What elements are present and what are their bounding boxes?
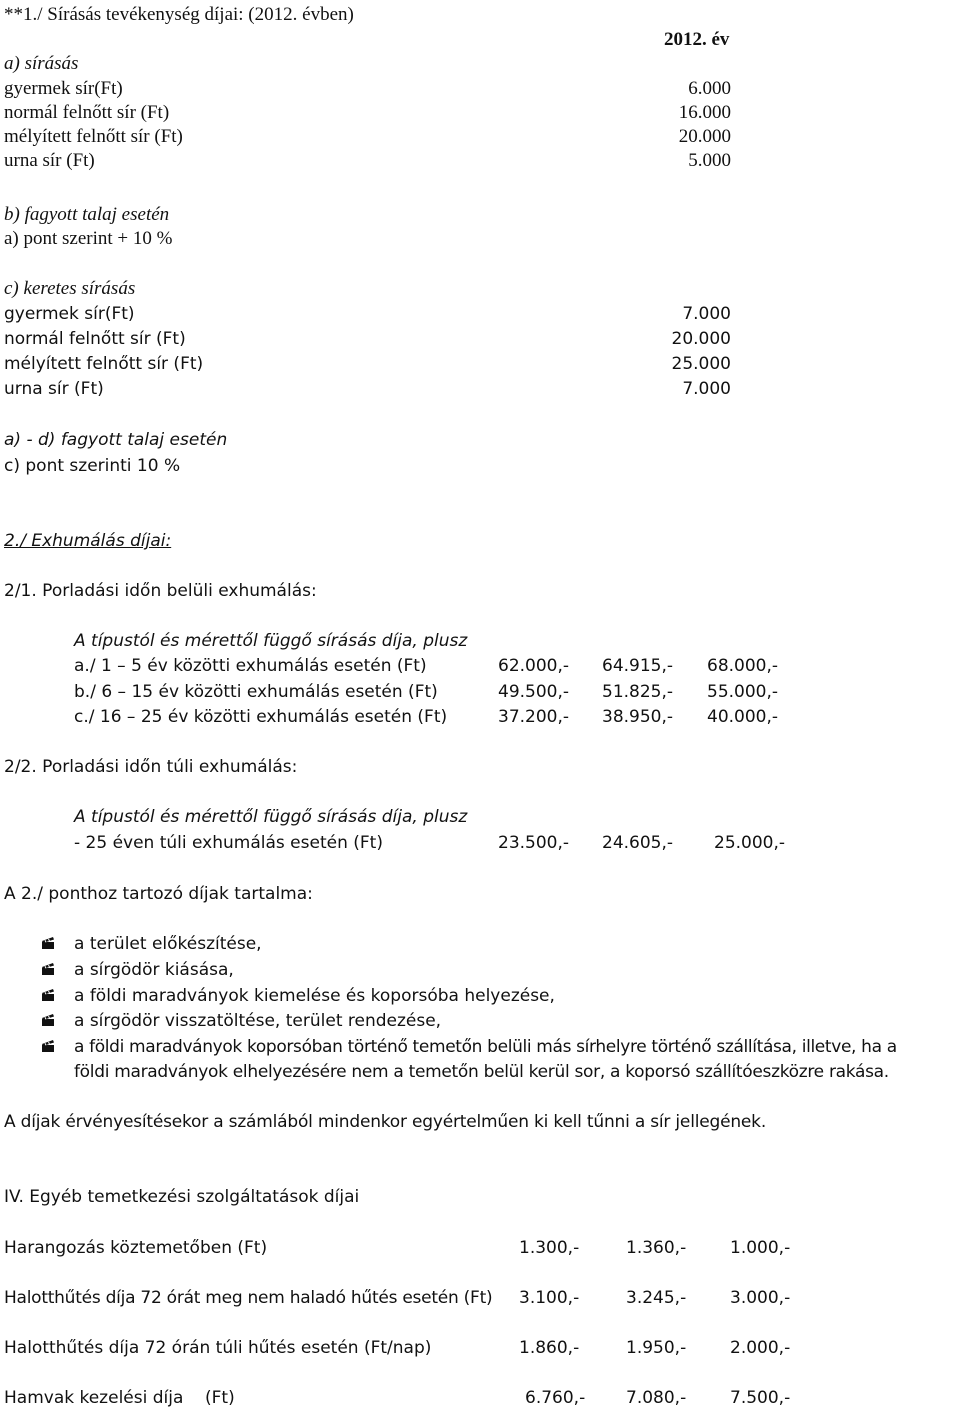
service-row-value: 1.360,- xyxy=(626,1238,687,1258)
d-heading: a) - d) fagyott talaj esetén xyxy=(4,430,228,450)
c-row-label: gyermek sír(Ft) xyxy=(4,304,135,324)
clapperboard-icon xyxy=(41,1013,55,1027)
b-note: a) pont szerint + 10 % xyxy=(4,228,173,249)
a-row-label: mélyített felnőtt sír (Ft) xyxy=(4,126,183,147)
a-row-label: normál felnőtt sír (Ft) xyxy=(4,102,170,123)
exhumation-row-value: 51.825,- xyxy=(602,682,674,702)
a-row-value: 6.000 xyxy=(688,78,731,99)
service-row-label: Halotthűtés díja 72 órát meg nem haladó hűtés esetén (Ft) xyxy=(4,1288,493,1308)
service-row-value: 1.950,- xyxy=(626,1338,687,1358)
year-header: 2012. év xyxy=(664,29,730,50)
a-row-label: urna sír (Ft) xyxy=(4,150,95,171)
a-row-value: 16.000 xyxy=(678,102,731,123)
c-heading: c) keretes sírásás xyxy=(4,278,136,299)
a-row-value: 5.000 xyxy=(688,150,731,171)
invoice-note: A díjak érvényesítésekor a számlából mindenkor egyértelműen ki kell tűnni a sír jellegének. xyxy=(4,1112,767,1132)
c-row-value: 25.000 xyxy=(671,354,731,374)
bullet-item-continued: földi maradványok elhelyezésére nem a temetőn belül kerül sor, a koporsó szállítóeszközre rakása. xyxy=(74,1062,889,1082)
exhumation-row-value: 49.500,- xyxy=(498,682,570,702)
exhumation-row-value: 37.200,- xyxy=(498,707,570,727)
sub2-title: 2/2. Porladási időn túli exhumálás: xyxy=(4,757,298,777)
a-row-value: 20.000 xyxy=(678,126,731,147)
c-row-value: 7.000 xyxy=(682,304,731,324)
service-row-value: 7.080,- xyxy=(626,1388,687,1408)
section-1-title: **1./ Sírásás tevékenység díjai: (2012. évben) xyxy=(4,4,354,25)
sub1-note: A típustól és mérettől függő sírásás díja, plusz xyxy=(74,631,468,651)
service-row-label: Hamvak kezelési díja (Ft) xyxy=(4,1388,235,1408)
c-row-label: urna sír (Ft) xyxy=(4,379,104,399)
c-row-label: mélyített felnőtt sír (Ft) xyxy=(4,354,204,374)
bullet-item: a földi maradványok kiemelése és koporsóba helyezése, xyxy=(74,986,555,1006)
service-row-value: 3.000,- xyxy=(730,1288,791,1308)
d-note: c) pont szerinti 10 % xyxy=(4,456,181,476)
clapperboard-icon xyxy=(41,962,55,976)
sub1-title: 2/1. Porladási időn belüli exhumálás: xyxy=(4,581,317,601)
exhumation-row-value: 62.000,- xyxy=(498,656,570,676)
exhumation-row-value: 55.000,- xyxy=(707,682,779,702)
service-row-value: 1.300,- xyxy=(519,1238,580,1258)
exhumation-row-value: 23.500,- xyxy=(498,833,570,853)
contents-title: A 2./ ponthoz tartozó díjak tartalma: xyxy=(4,884,313,904)
clapperboard-icon xyxy=(41,988,55,1002)
service-row-value: 1.000,- xyxy=(730,1238,791,1258)
exhumation-row-label: c./ 16 – 25 év közötti exhumálás esetén (Ft) xyxy=(74,707,448,727)
exhumation-row-label: - 25 éven túli exhumálás esetén (Ft) xyxy=(74,833,383,853)
exhumation-row-value: 40.000,- xyxy=(707,707,779,727)
service-row-label: Harangozás köztemetőben (Ft) xyxy=(4,1238,268,1258)
exhumation-row-value: 38.950,- xyxy=(602,707,674,727)
service-row-value: 3.245,- xyxy=(626,1288,687,1308)
service-row-value: 6.760,- xyxy=(525,1388,586,1408)
c-row-label: normál felnőtt sír (Ft) xyxy=(4,329,186,349)
a-row-label: gyermek sír(Ft) xyxy=(4,78,123,99)
section-2-title: 2./ Exhumálás díjai: xyxy=(4,531,172,551)
exhumation-row-value: 24.605,- xyxy=(602,833,674,853)
b-heading: b) fagyott talaj esetén xyxy=(4,204,170,225)
service-row-value: 2.000,- xyxy=(730,1338,791,1358)
bullet-item: a sírgödör visszatöltése, terület rendezése, xyxy=(74,1011,442,1031)
service-row-value: 7.500,- xyxy=(730,1388,791,1408)
section-4-title: IV. Egyéb temetkezési szolgáltatások díjai xyxy=(4,1187,360,1207)
bullet-item: a terület előkészítése, xyxy=(74,934,262,954)
exhumation-row-value: 64.915,- xyxy=(602,656,674,676)
exhumation-row-label: b./ 6 – 15 év közötti exhumálás esetén (Ft) xyxy=(74,682,438,702)
bullet-item: a sírgödör kiásása, xyxy=(74,960,234,980)
service-row-value: 3.100,- xyxy=(519,1288,580,1308)
a-heading: a) sírásás xyxy=(4,53,79,74)
sub2-note: A típustól és mérettől függő sírásás díja, plusz xyxy=(74,807,468,827)
service-row-label: Halotthűtés díja 72 órán túli hűtés esetén (Ft/nap) xyxy=(4,1338,432,1358)
clapperboard-icon xyxy=(41,1039,55,1053)
clapperboard-icon xyxy=(41,936,55,950)
exhumation-row-value: 25.000,- xyxy=(714,833,786,853)
c-row-value: 7.000 xyxy=(682,379,731,399)
c-row-value: 20.000 xyxy=(671,329,731,349)
bullet-item: a földi maradványok koporsóban történő temetőn belüli más sírhelyre történő szállítása, illetve, ha a xyxy=(74,1037,897,1057)
service-row-value: 1.860,- xyxy=(519,1338,580,1358)
exhumation-row-label: a./ 1 – 5 év közötti exhumálás esetén (Ft) xyxy=(74,656,427,676)
exhumation-row-value: 68.000,- xyxy=(707,656,779,676)
